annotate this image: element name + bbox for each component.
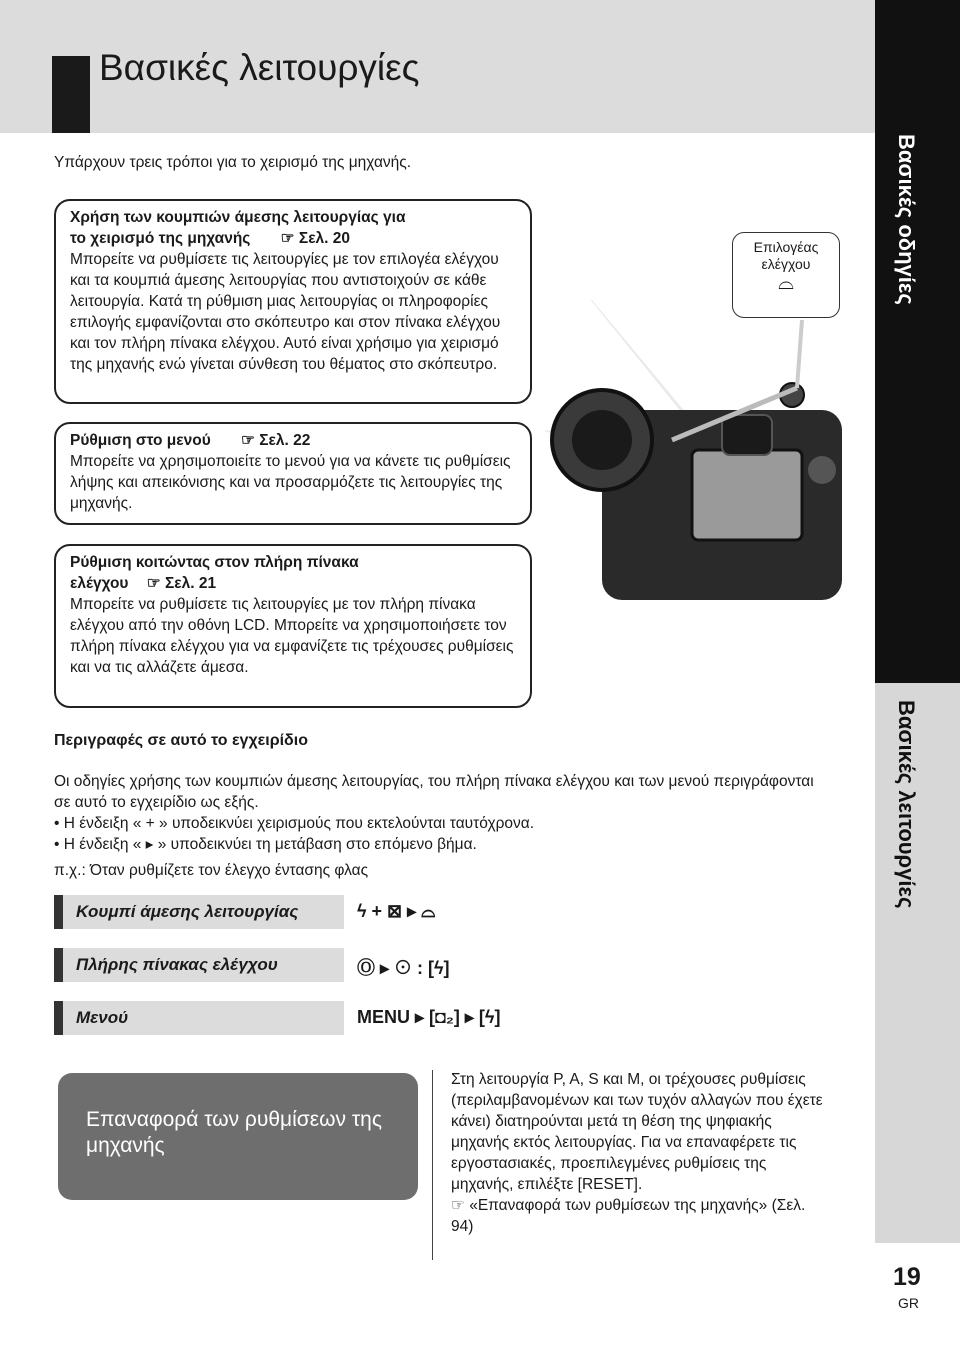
control-dial-callout: [732, 232, 840, 318]
title-marker: [52, 56, 90, 133]
direct-button-label: Κουμπί άμεσης λειτουργίας: [76, 902, 299, 921]
page-ref-icon: ☞: [451, 1197, 465, 1214]
descriptions-heading: Περιγραφές σε αυτό το εγχειρίδιο: [54, 732, 308, 749]
box-heading: Ρύθμιση κοιτώντας στον πλήρη πίνακα: [70, 554, 359, 571]
reset-ref: ☞ «Επαναφορά των ρυθμίσεων της μηχανής» (Σελ. 94): [451, 1197, 806, 1235]
page-ref-icon: ☞: [146, 575, 161, 592]
box-heading: Χρήση των κουμπιών άμεσης λειτουργίας για: [70, 209, 406, 226]
page-ref: Σελ. 20: [298, 230, 351, 247]
box-heading-line2: το χειρισμό της μηχανής ☞ Σελ. 20: [70, 230, 351, 247]
direct-buttons-box: [54, 199, 532, 404]
page-ref: Σελ. 21: [164, 575, 217, 592]
bullet-simultaneous: • Η ένδειξη « + » υποδεικνύει χειρισμούς που εκτελούνται ταυτόχρονα.: [54, 815, 535, 832]
side-tab-top: [875, 0, 960, 683]
menu-label: Μενού: [76, 1008, 129, 1027]
page-title: Βασικές λειτουργίες: [99, 47, 420, 88]
control-dial-label: Επιλογέας ελέγχου: [753, 239, 819, 272]
descriptions-text: [54, 771, 824, 855]
page-number: 19: [893, 1263, 921, 1291]
control-panel-label: Πλήρης πίνακας ελέγχου: [76, 955, 278, 974]
box-heading-line2: ελέγχου ☞ Σελ. 21: [70, 575, 217, 592]
menu-row: [54, 1001, 344, 1035]
page-ref-icon: ☞: [280, 230, 295, 247]
dial-icon: ⌓: [778, 272, 794, 294]
page-ref: Σελ. 22: [259, 432, 311, 449]
reset-description: Στη λειτουργία P, A, S και M, οι τρέχουσες ρυθμίσεις (περιλαμβανομένων και των τυχόν αλλαγών που έχετε κάνει) διατηρούνται μετά τη θέση της ψηφιακής μηχανής εκτός λειτουργίας. Για να επαναφέρετε τις εργοστασιακές, προεπιλεγμένες ρυθμίσεις της μηχανής, επιλέξτε [RESET].: [451, 1071, 823, 1193]
example-text: π.χ.: Όταν ρυθμίζετε τον έλεγχο έντασης φλας: [54, 862, 369, 879]
bullet-next-step: • Η ένδειξη « ▸ » υποδεικνύει τη μετάβαση στο επόμενο βήμα.: [54, 836, 477, 853]
control-panel-box: [54, 544, 532, 708]
descriptions-para: Οι οδηγίες χρήσης των κουμπιών άμεσης λειτουργίας, του πλήρη πίνακα ελέγχου και των μενού περιγράφονται σε αυτό το εγχειρίδιο ως εξής.: [54, 773, 814, 811]
control-panel-row: [54, 948, 344, 982]
intro-text: Υπάρχουν τρεις τρόποι για το χειρισμό της μηχανής.: [54, 154, 412, 171]
page-language: GR: [898, 1295, 919, 1311]
box-body: Μπορείτε να ρυθμίσετε τις λειτουργίες με τον επιλογέα ελέγχου και τα κουμπιά άμεσης λειτουργίας που αντιστοιχούν σε κάθε λειτουργία. Κατά τη ρύθμιση μιας λειτουργίας οι πληροφορίες επιλογής εμφανίζονται στο σκόπευτρο και στον πίνακα ελέγχου και τον πλήρη πίνακα ελέγχου. Αυτό είναι χρήσιμο για χειρισμό της μηχανής ενώ γίνεται σύνθεση του θέματος στο σκόπευτρο.: [70, 251, 501, 373]
side-tab-top-label: Βασικές οδηγίες: [894, 134, 919, 305]
menu-box: [54, 422, 532, 525]
box-body: Μπορείτε να ρυθμίσετε τις λειτουργίες με τον πλήρη πίνακα ελέγχου από την οθόνη LCD. Μπορείτε να χρησιμοποιήσετε τον πλήρη πίνακα ελέγχου για να εμφανίζετε τις τρέχουσες ρυθμίσεις και να τις αλλάζετε άμεσα.: [70, 596, 514, 676]
control-panel-sequence: Ⓞ ▸ ⊙ : [ϟ]: [357, 958, 450, 978]
reset-panel: Επαναφορά των ρυθμίσεων της μηχανής: [58, 1073, 418, 1200]
box-body: Μπορείτε να χρησιμοποιείτε το μενού για να κάνετε τις ρυθμίσεις λήψης και απεικόνισης και να προσαρμόζετε τις λειτουργίες της μηχανής.: [70, 453, 511, 512]
menu-sequence: MENU ▸ [◘₂] ▸ [ϟ]: [357, 1007, 501, 1027]
page-ref-icon: ☞: [241, 432, 255, 449]
reset-text: [451, 1069, 823, 1237]
divider: [432, 1070, 433, 1260]
direct-button-sequence: ϟ + ⊠ ▸ ⌓: [357, 901, 436, 921]
camera-illustration: [542, 300, 867, 610]
side-tab-bottom-label: Βασικές λειτουργίες: [894, 700, 919, 909]
direct-button-row: [54, 895, 344, 929]
box-heading: Ρύθμιση στο μενού ☞ Σελ. 22: [70, 432, 311, 449]
